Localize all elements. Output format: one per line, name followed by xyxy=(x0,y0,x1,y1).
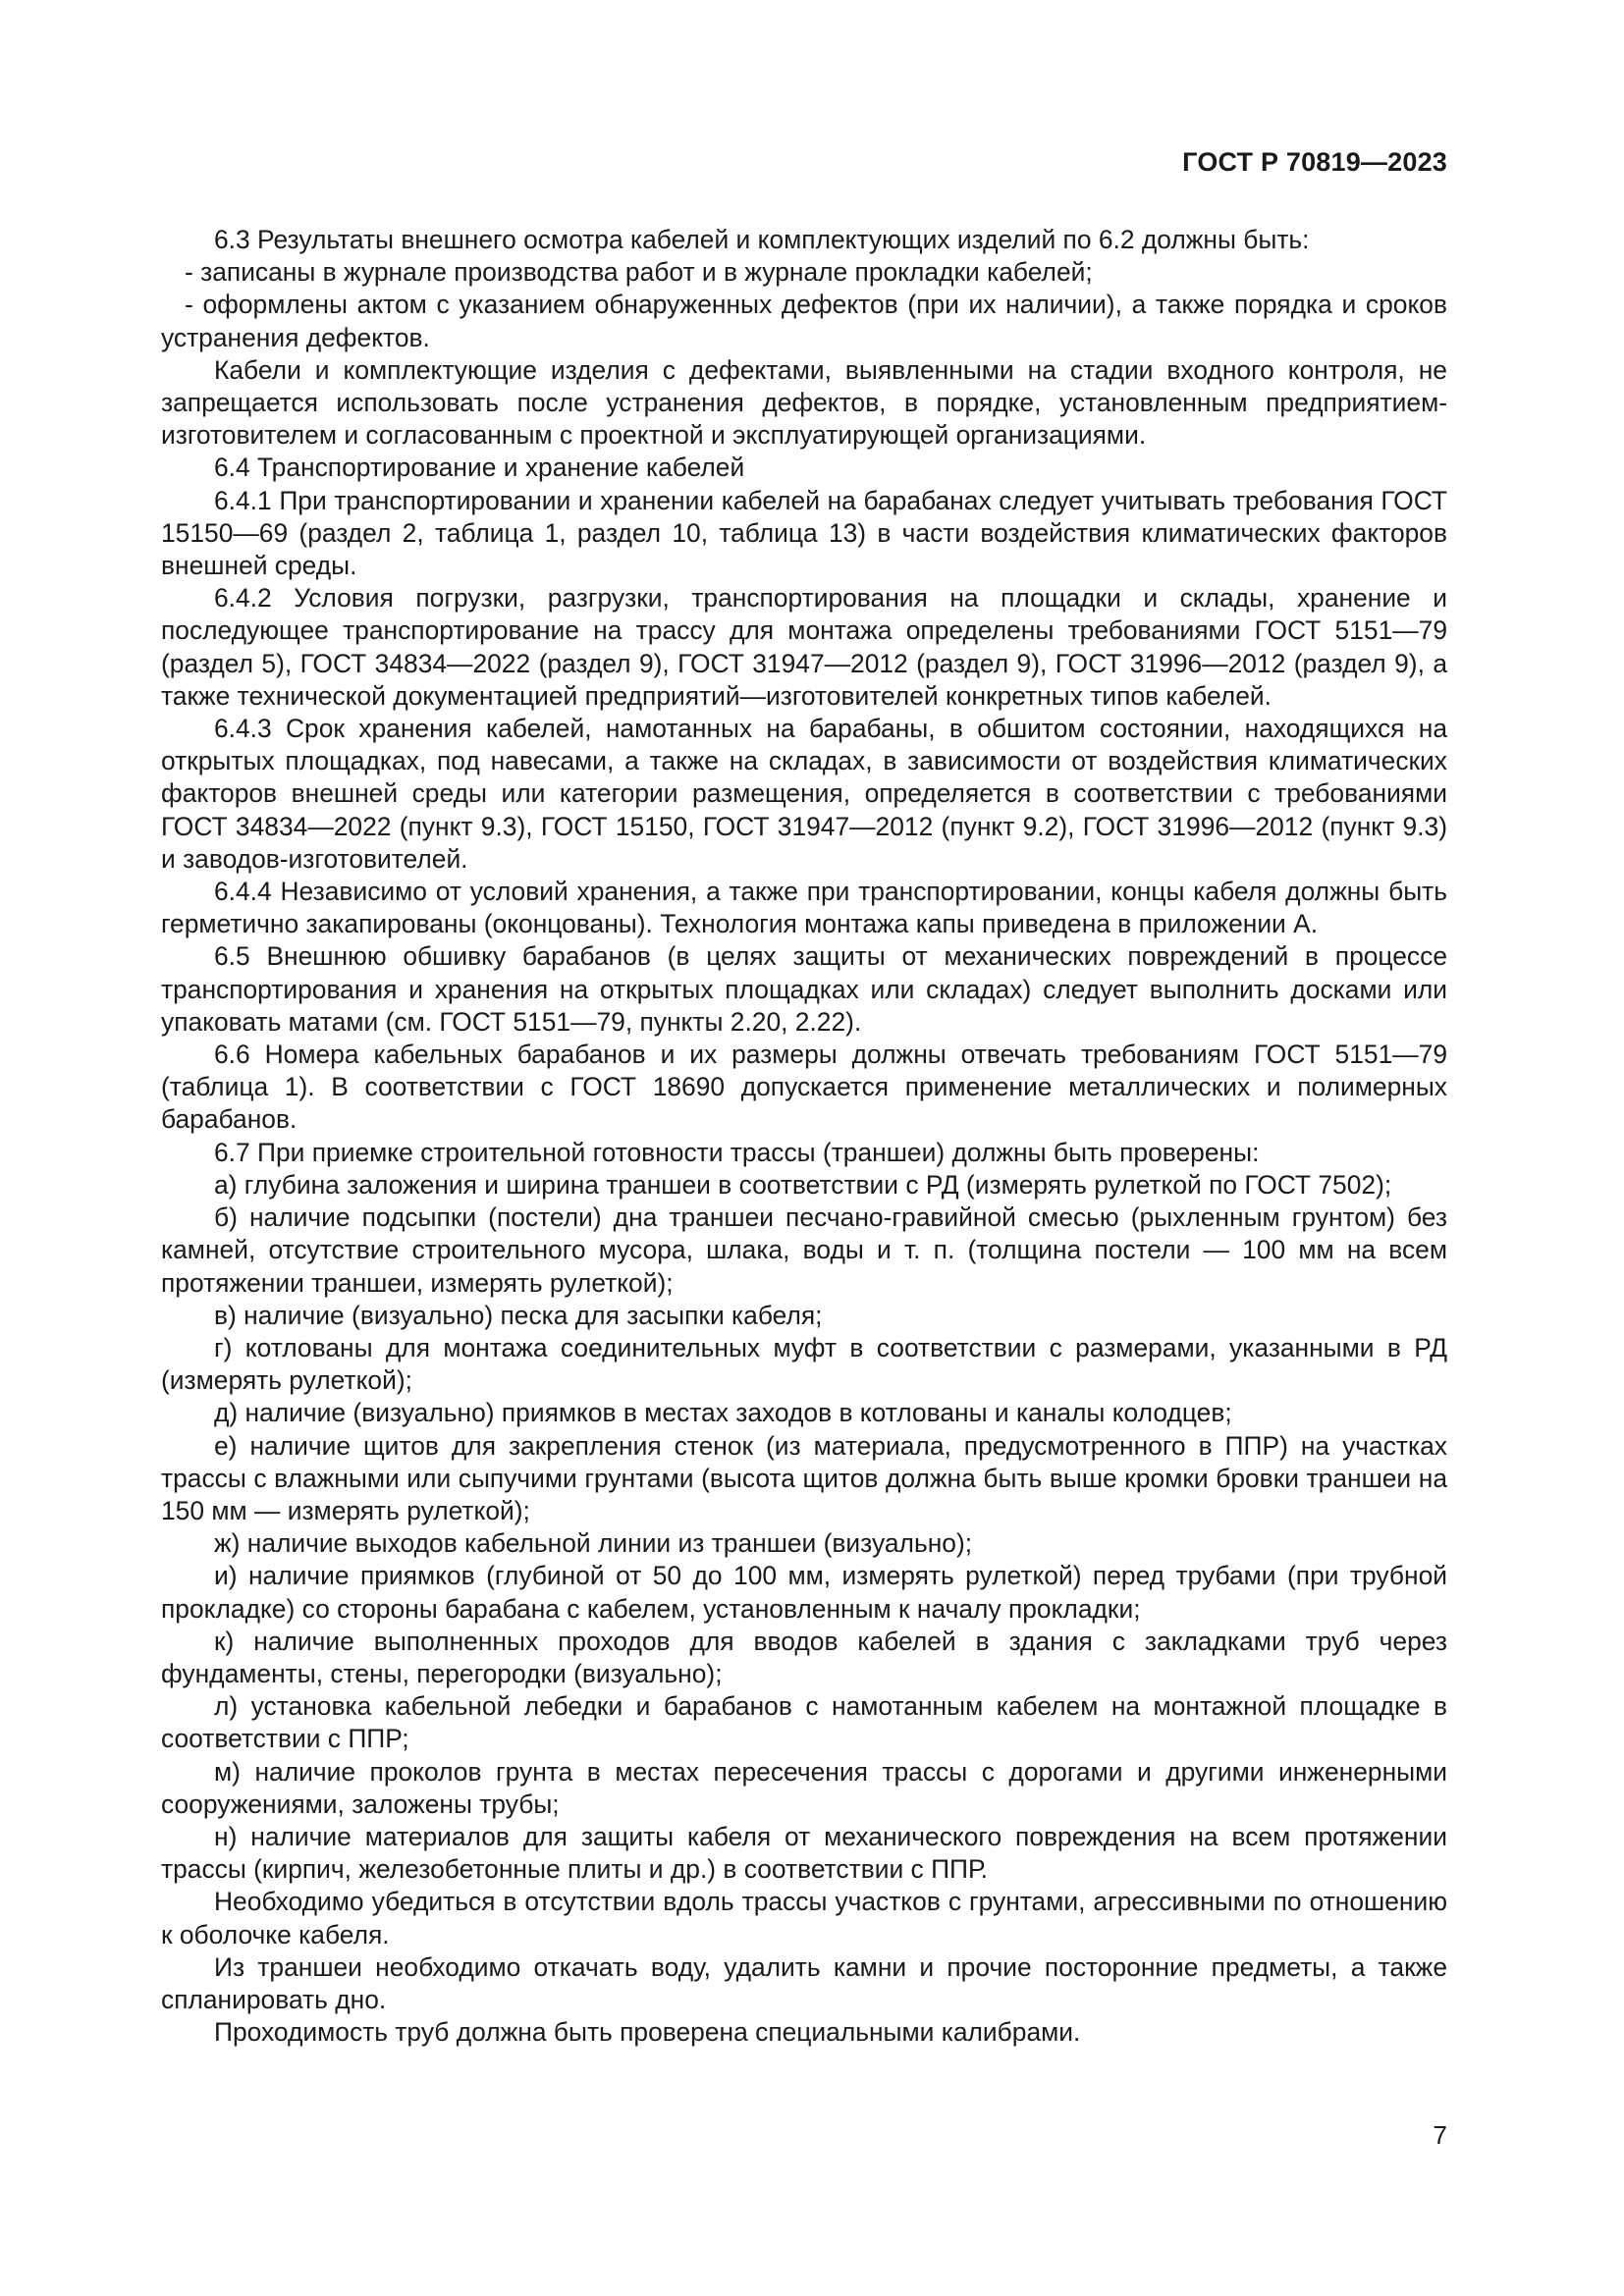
paragraph-aggressive-soil: Необходимо убедиться в отсутствии вдоль трассы участков с грунтами, агрессивными по отношению к оболочке кабеля. xyxy=(161,1887,1447,1949)
paragraph-6-5: 6.5 Внешнюю обшивку барабанов (в целях защиты от механических повреждений в процессе транспортирования и хранения на открытых площадках или складах) следует выполнить досками или упаковать матами (см. ГОСТ 5151—79, пункты 2.20, 2.22). xyxy=(161,941,1447,1037)
list-item-k: к) наличие выполненных проходов для вводов кабелей в здания с закладками труб через фундаменты, стены, перегородки (визуально); xyxy=(161,1626,1447,1688)
list-item-m: м) наличие проколов грунта в местах пересечения трассы с дорогами и другими инженерными сооружениями, заложены трубы; xyxy=(161,1756,1447,1819)
list-item-i: и) наличие приямков (глубиной от 50 до 100 мм, измерять рулеткой) перед трубами (при трубной прокладке) со стороны барабана с кабелем, установленным к началу прокладки; xyxy=(161,1561,1447,1624)
paragraph-trench-water: Из траншеи необходимо откачать воду, удалить камни и прочие посторонние предметы, а также спланировать дно. xyxy=(161,1951,1447,2014)
list-item-b: б) наличие подсыпки (постели) дна траншеи песчано-гравийной смесью (рыхленным грунтом) без камней, отсутствие строительного мусора, шлака, воды и т. п. (толщина постели — 100 мм на всем протяжении траншеи, измерять рулеткой); xyxy=(161,1202,1447,1298)
section-heading-6-4: 6.4 Транспортирование и хранение кабелей xyxy=(214,453,745,483)
paragraph-6-3: 6.3 Результаты внешнего осмотра кабелей и комплектующих изделий по 6.2 должны быть: xyxy=(214,225,1310,254)
list-item-e: е) наличие щитов для закрепления стенок (из материала, предусмотренного в ППР) на участках трассы с влажными или сыпучими грунтами (высота щитов должна быть выше кромки бровки траншеи на 150 мм — измерять рулеткой); xyxy=(161,1430,1447,1525)
list-item-zh: ж) наличие выходов кабельной линии из траншеи (визуально); xyxy=(214,1528,973,1559)
paragraph-6-4-4: 6.4.4 Независимо от условий хранения, а также при транспортировании, концы кабеля должны быть герметично закапированы (оконцованы). Технология монтажа капы приведена в приложении А. xyxy=(161,877,1447,939)
list-item-d: д) наличие (визуально) приямков в местах заходов в котлованы и каналы колодцев; xyxy=(214,1398,1232,1428)
list-item-v: в) наличие (визуально) песка для засыпки кабеля; xyxy=(214,1300,823,1330)
paragraph-6-4-2: 6.4.2 Условия погрузки, разгрузки, транспортирования на площадки и склады, хранение и последующее транспортирование на трассу для монтажа определены требованиями ГОСТ 5151—79 (раздел 5), ГОСТ 34834—2022 (раздел 9), ГОСТ 31947—2012 (раздел 9), ГОСТ 31996—2012 (раздел 9), а также технической документацией предприятий—изготовителей конкретных типов кабелей. xyxy=(161,583,1447,711)
list-item-a: а) глубина заложения и ширина траншеи в соответствии с РД (измерять рулеткой по ГОСТ 7502); xyxy=(214,1169,1392,1200)
paragraph-6-4-1: 6.4.1 При транспортировании и хранении кабелей на барабанах следует учитывать требования ГОСТ 15150—69 (раздел 2, таблица 1, раздел 10, таблица 13) в части воздействия климатических факторов внешней среды. xyxy=(161,485,1447,581)
paragraph-pipe-calibers: Проходимость труб должна быть проверена специальными калибрами. xyxy=(214,2017,1081,2048)
page-number: 7 xyxy=(1433,2120,1447,2150)
list-item-l: л) установка кабельной лебедки и барабанов с намотанным кабелем на монтажной площадке в соответствии с ППР; xyxy=(161,1691,1447,1754)
paragraph-6-6: 6.6 Номера кабельных барабанов и их размеры должны отвечать требованиям ГОСТ 5151—79 (таблица 1). В соответствии с ГОСТ 18690 допускается применение металлических и полимерных барабанов. xyxy=(161,1040,1447,1135)
list-item-g: г) котлованы для монтажа соединительных муфт в соответствии с размерами, указанными в РД (измерять рулеткой); xyxy=(161,1332,1447,1396)
paragraph-6-7: 6.7 При приемке строительной готовности трассы (траншеи) должны быть проверены: xyxy=(214,1137,1260,1167)
paragraph-defects: Кабели и комплектующие изделия с дефектами, выявленными на стадии входного контроля, не запрещается использовать после устранения дефектов, в порядке, установленным предприятием-изготовителем и согласованным с проектной и эксплуатирующей организациями. xyxy=(161,354,1447,451)
list-item-dash-1: - записаны в журнале производства работ и в журнале прокладки кабелей; xyxy=(185,257,1093,288)
document-code-header: ГОСТ Р 70819—2023 xyxy=(1182,147,1447,177)
document-body xyxy=(161,224,1447,2049)
list-item-n: н) наличие материалов для защиты кабеля от механического повреждения на всем протяжении трассы (кирпич, железобетонные плиты и др.) в соответствии с ППР. xyxy=(161,1821,1447,1885)
paragraph-6-4-3: 6.4.3 Срок хранения кабелей, намотанных на барабаны, в обшитом состоянии, находящихся на открытых площадках, под навесами, а также на складах, в зависимости от воздействия климатических факторов внешней среды или категории размещения, определяется в соответствии с требованиями ГОСТ 34834—2022 (пункт 9.3), ГОСТ 15150, ГОСТ 31947—2012 (пункт 9.2), ГОСТ 31996—2012 (пункт 9.3) и заводов-изготовителей. xyxy=(161,714,1447,874)
list-item-dash-2: - оформлены актом с указанием обнаруженных дефектов (при их наличии), а также порядка и сроков устранения дефектов. xyxy=(161,290,1447,352)
